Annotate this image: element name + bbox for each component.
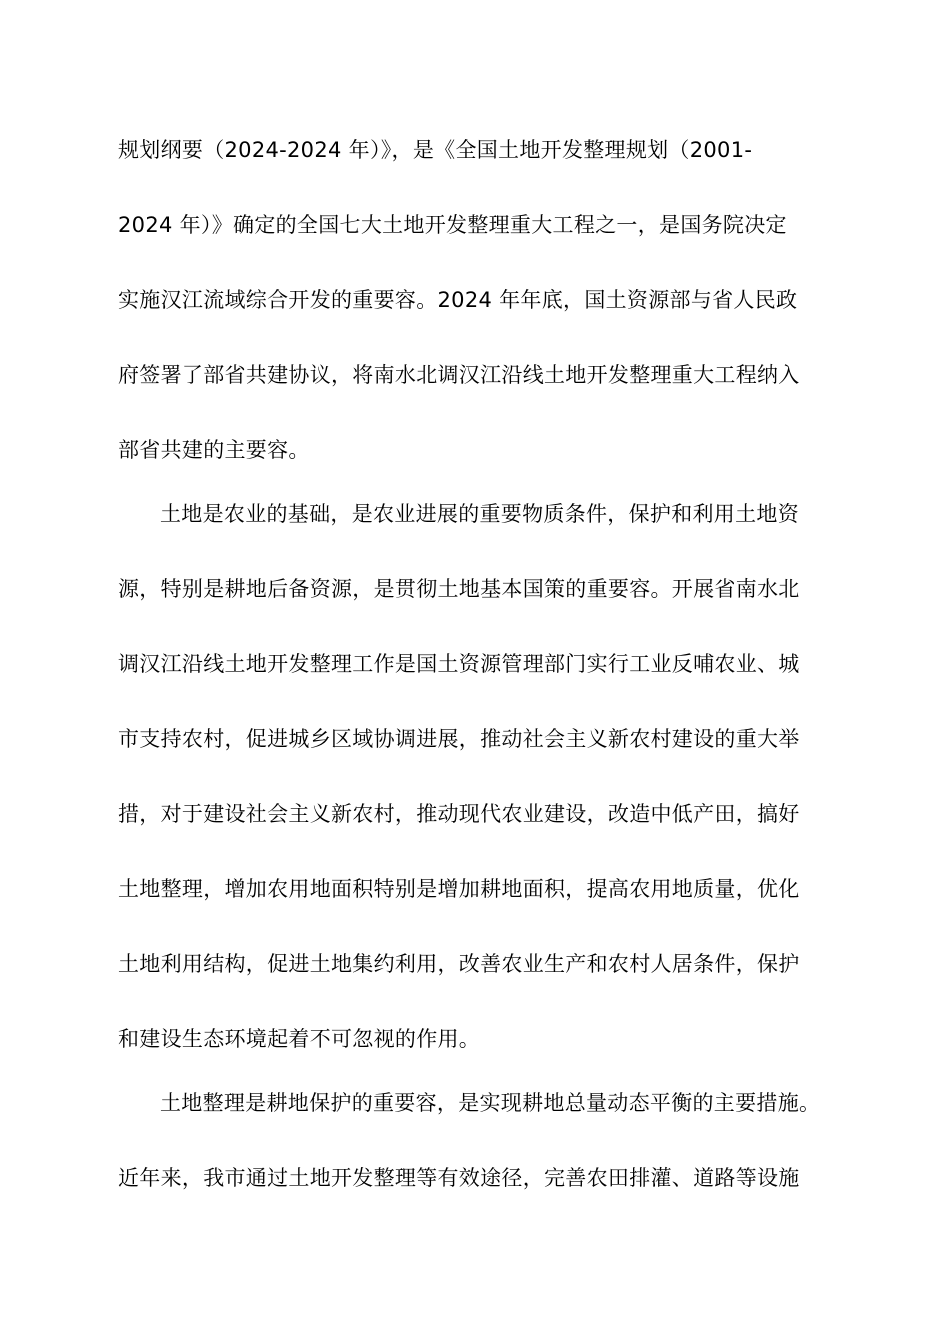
text-line-8: 调汉江沿线土地开发整理工作是国土资源管理部门实行工业反哺农业、城 [118, 652, 800, 676]
text-line-11: 土地整理，增加农用地面积特别是增加耕地面积，提高农用地质量，优化 [118, 877, 800, 901]
text-line-9: 市支持农村，促进城乡区域协调进展，推动社会主义新农村建设的重大举 [118, 727, 800, 751]
text-line-10: 措，对于建设社会主义新农村，推动现代农业建设，改造中低产田，搞好 [118, 802, 800, 826]
text-line-7: 源，特别是耕地后备资源，是贯彻土地基本国策的重要容。开展省南水北 [118, 577, 800, 601]
text-line-1: 规划纲要（2024-2024 年）》，是《全国土地开发整理规划（2001- [118, 138, 753, 162]
paragraph-2-first-line: 土地是农业的基础，是农业进展的重要物质条件，保护和利用土地资 [160, 502, 799, 526]
text-line-15: 近年来，我市通过土地开发整理等有效途径，完善农田排灌、道路等设施 [118, 1166, 800, 1190]
text-line-13: 和建设生态环境起着不可忽视的作用。 [118, 1027, 481, 1051]
text-line-4: 府签署了部省共建协议，将南水北调汉江沿线土地开发整理重大工程纳入 [118, 363, 800, 387]
paragraph-3-first-line: 土地整理是耕地保护的重要容，是实现耕地总量动态平衡的主要措施。 [160, 1091, 821, 1115]
text-line-5: 部省共建的主要容。 [118, 438, 310, 462]
text-line-3: 实施汉江流域综合开发的重要容。2024 年年底，国土资源部与省人民政 [118, 288, 798, 312]
text-line-12: 土地利用结构，促进土地集约利用，改善农业生产和农村人居条件，保护 [118, 952, 800, 976]
text-line-2: 2024 年）》确定的全国七大土地开发整理重大工程之一，是国务院决定 [118, 213, 787, 237]
